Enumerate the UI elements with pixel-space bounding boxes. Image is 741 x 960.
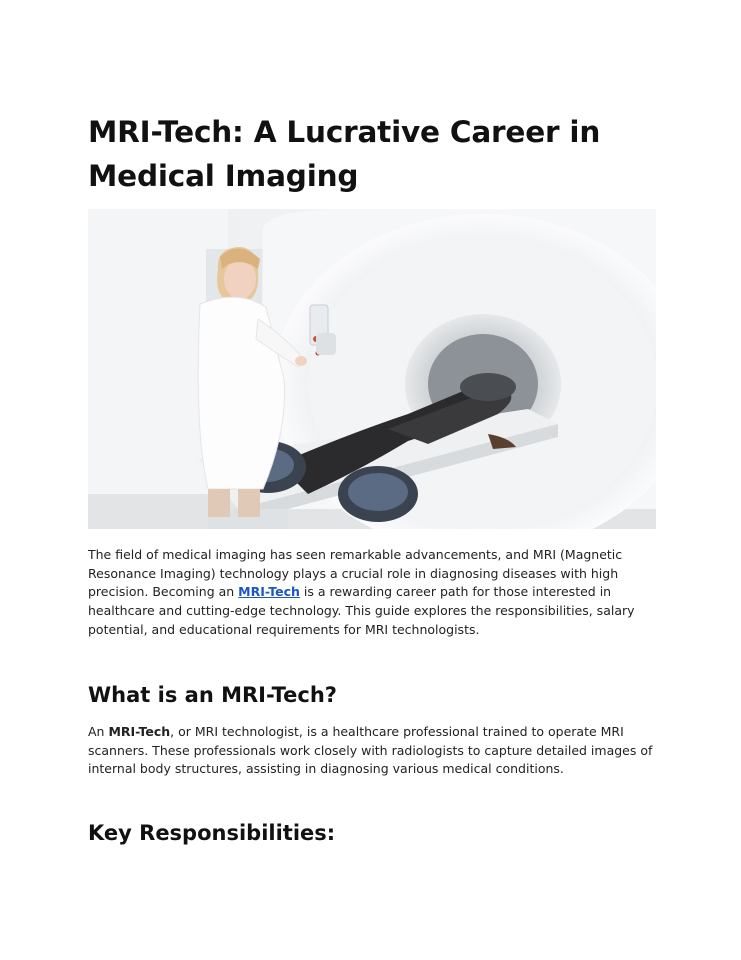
intro-text-2: is a rewarding career path for those interested in healthcare and cutting-edge technology. This guide explores the responsibilities, salary potential, and educational requirements for MRI technologists. bbox=[88, 584, 635, 637]
what-is-text-2: , or MRI technologist, is a healthcare professional trained to operate MRI scanners. These professionals work closely with radiologists to capture detailed images of internal body structures, assisting in diagnosing various medical conditions. bbox=[88, 724, 653, 777]
article-title: MRI-Tech: A Lucrative Career in Medical Imaging bbox=[88, 115, 601, 193]
what-is-paragraph bbox=[88, 723, 656, 779]
intro-paragraph bbox=[88, 546, 656, 640]
mri-scene-illustration bbox=[88, 209, 656, 529]
mri-photo bbox=[88, 209, 656, 529]
intro-text-1: The field of medical imaging has seen remarkable advancements, and MRI (Magnetic Resonance Imaging) technology plays a crucial role in diagnosing diseases with high precision. Becoming an bbox=[88, 547, 623, 600]
section-heading-what-is: What is an MRI-Tech? bbox=[88, 683, 337, 707]
section-heading-responsibilities: Key Responsibilities: bbox=[88, 821, 336, 845]
mri-tech-bold: MRI-Tech bbox=[108, 724, 171, 739]
what-is-text-1: An bbox=[88, 724, 109, 739]
mri-tech-link[interactable]: MRI-Tech bbox=[238, 584, 300, 600]
